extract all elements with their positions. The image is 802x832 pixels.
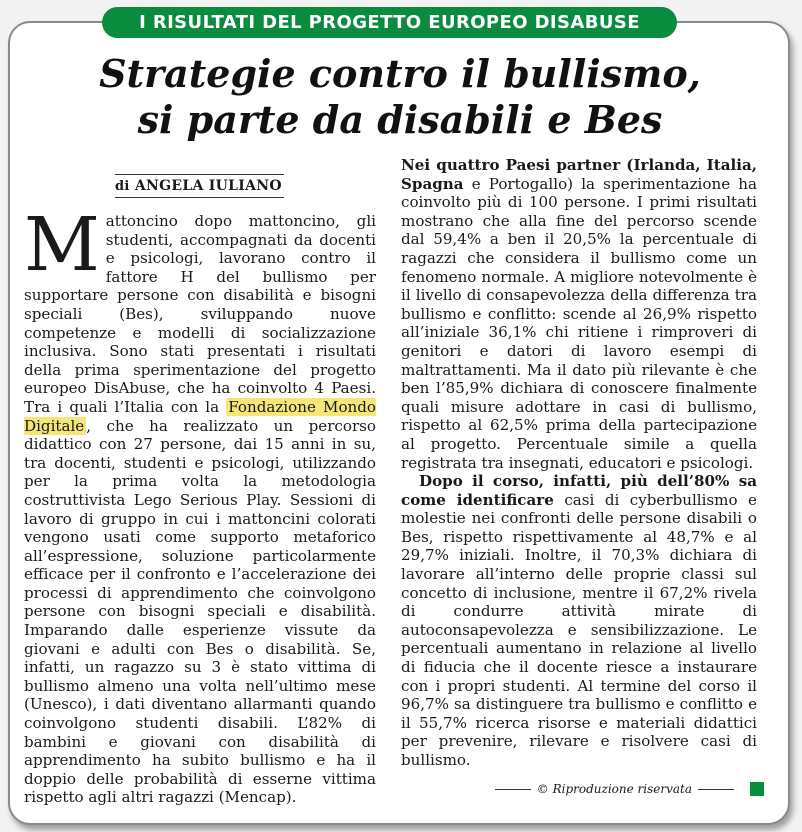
article-column-1 bbox=[24, 202, 376, 807]
column-2-paragraph-2 bbox=[401, 472, 757, 770]
paragraph-1-lead: Nei quattro Paesi partner (Irlanda, Italia, Spagna bbox=[401, 156, 757, 193]
divider-line bbox=[698, 789, 734, 790]
column-1-paragraph bbox=[24, 202, 376, 807]
section-banner: I RISULTATI DEL PROGETTO EUROPEO DISABUSE bbox=[102, 7, 677, 38]
highlighted-organization: Fondazione Mondo Digitale bbox=[24, 397, 376, 435]
article-column-2 bbox=[401, 156, 757, 770]
byline-prefix: di bbox=[115, 179, 130, 194]
drop-cap: M bbox=[24, 202, 100, 288]
headline bbox=[30, 51, 770, 143]
end-mark-square-icon bbox=[750, 782, 764, 796]
copyright-notice bbox=[495, 782, 754, 796]
headline-line-1: Strategie contro il bullismo, bbox=[99, 51, 701, 96]
column-1-text-a: attoncino dopo mattoncino, gli studenti, accompagnati da docenti e psicologi, lavorano contro il fattore H del bullismo per supportare persone con disabilità e bisogni speciali (Bes), sviluppando nuove competenze e modelli di socializzazione inclusiva. Sono stati presentati i risultati della prima sperimentazione del progetto europeo DisAbuse, che ha coinvolto 4 Paesi. Tra i quali l’Italia con la bbox=[24, 212, 376, 416]
column-1-text-b: , che ha realizzato un percorso didattico con 27 persone, dai 15 anni in su, tra docenti, studenti e psicologi, utilizzando per la prima volta la metodologia costruttivista Lego Serious Play. Sessioni di lavoro di gruppo in cui i mattoncini colorati vengono usati come supporto metaforico all’espressione, soluzione particolarmente efficace per il confronto e l’accelerazione dei processi di apprendimento che coinvolgono persone con bisogni speciali e disabilità. Imparando dalle esperienze vissute da giovani e adulti con Bes o disabilità. Se, infatti, un ragazzo su 3 è stato vittima di bullismo almeno una volta nell’ultimo mese (Unesco), i dati diventano allarmanti quando coinvolgono studenti disabili. L’82% di bambini e giovani con disabilità di apprendimento ha subito bullismo e ha il doppio delle probabilità di esserne vittima rispetto agli altri ragazzi (Mencap). bbox=[24, 416, 376, 807]
headline-line-2: si parte da disabili e Bes bbox=[137, 97, 663, 142]
column-2-paragraph-1 bbox=[401, 156, 757, 472]
paragraph-1-text: e Portogallo) la sperimentazione ha coinvolto più di 100 persone. I primi risultati mostrano che alla fine del percorso scende dal 59,4% a ben il 20,5% la percentuale di ragazzi che considera il bullismo come un fenomeno normale. A migliore notevolmente è il livello di consapevolezza della differenza tra bullismo e conflitto: scende al 26,9% rispetto all’iniziale 36,1% chi ritiene i rimproveri di genitori e datori di lavoro esempi di maltrattamenti. Ma il dato più rilevante è che ben l’85,9% dichiara di conoscere finalmente quali misure adottare in casi di bullismo, rispetto al 62,5% prima della partecipazione al progetto. Percentuale simile a quella registrata tra insegnati, educatori e psicologi. bbox=[401, 174, 757, 472]
paragraph-2-lead: Dopo il corso, infatti, più dell’80% sa come identificare bbox=[401, 472, 757, 509]
copyright-text: © Riproduzione riservata bbox=[536, 782, 692, 796]
byline bbox=[115, 174, 284, 198]
divider-line bbox=[495, 789, 531, 790]
paragraph-2-text: casi di cyberbullismo e molestie nei confronti delle persone disabili o Bes, rispetto rispettivamente al 48,7% e al 29,7% iniziali. Inoltre, il 70,3% dichiara di lavorare all’interno delle proprie classi sul concetto di inclusione, mentre il 67,2% rivela di condurre attività mirate di autoconsapevolezza e sensibilizzazione. Le percentuali aumentano in relazione al livello di fiducia che il docente riesce a instaurare con i propri studenti. Al termine del corso il 96,7% sa distinguere tra bullismo e conflitto e il 55,7% ricerca risorse e materiali didattici per prevenire, rilevare e risolvere casi di bullismo. bbox=[401, 490, 757, 769]
byline-author: ANGELA IULIANO bbox=[134, 178, 282, 194]
